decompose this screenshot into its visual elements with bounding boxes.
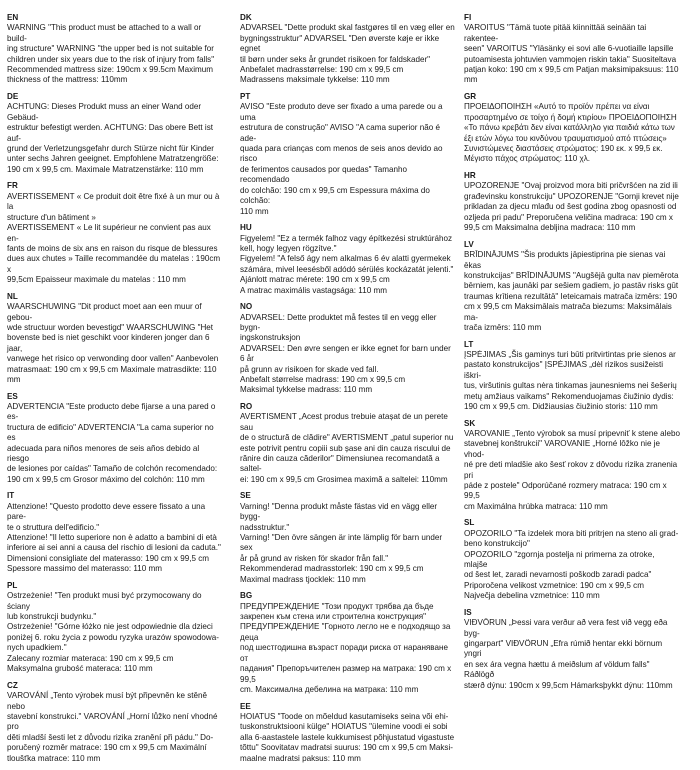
warning-text: ADVERTENCIA "Este producto debe fijarse a una pared o es- tructura de edificio" ADVERTENCIA "La cama superior no es adecuada para niños menores de seis años debido al riesgo de lesiones por caídas" Tamaño de colchón recomendado: 190 cm x 99,5 cm Grosor máximo del colchón: 110 mm xyxy=(7,401,218,484)
language-code: HU xyxy=(240,223,252,233)
language-code: HR xyxy=(464,171,476,181)
language-code: LV xyxy=(464,239,474,249)
language-block-sk xyxy=(464,419,680,513)
language-code: DK xyxy=(240,13,252,22)
language-block-no xyxy=(240,302,456,396)
column-left xyxy=(7,13,223,770)
warning-text: ΠΡΟΕΙΔΟΠΟΙΗΣΗ «Αυτό το προϊόν πρέπει να είναι προσαρτημένο σε τοίχο ή δομή κτιρίου» ΠΡΟΕΙΔΟΠΟΙΗΣΗ «Το πάνω κρεβάτι δεν είναι κατάλληλο για παιδιά κάτω των έξι ετών λόγω του κινδύνου τραυματισμού από πτώσεις» Συνιστώμενες διαστάσεις στρώματος: 190 εκ. x 99,5 εκ. Μέγιστο πάχος στρώματος: 110 χλ. xyxy=(464,102,677,164)
language-block-en xyxy=(7,13,223,86)
warning-text: VAROVANIE „Tento výrobok sa musí pripevniť k stene alebo stavebnej konštrukcii" VAROVANIE „Horné lôžko nie je vhod- né pre deti mladšie ako šesť rokov z dôvodu rizika zranenia pri páde z postele" Odporúčané rozmery matraca: 190 cm x 99,5 cm Maximálna hrúbka matraca: 110 mm xyxy=(464,428,680,511)
warning-text: UPOZORENJE "Ovaj proizvod mora biti pričvršćen na zid ili građevinsku konstrukciju" UPOZORENJE "Gornji krevet nije prikladan za djecu mlađu od šest godina zbog opasnosti od ozljeda pri padu" Preporučena veličina madraca: 190 cm x 99,5 cm Maksimalna debljina madraca: 110 mm xyxy=(464,181,679,233)
language-code: DE xyxy=(7,92,19,102)
warning-text: OPOZORILO "Ta izdelek mora biti pritrjen na steno ali grad- beno konstrukcijo" OPOZORILO "zgornja postelja ni primerna za otroke, mlajše od šest let, zaradi nevarnosti poškodb zaradi padca" Priporočena velikost vzmetnice: 190 cm x 99,5 cm Največja debelina vzmetnice: 110 mm xyxy=(464,528,679,601)
warning-text: ПРЕДУПРЕЖДЕНИЕ "Този продукт трябва да бъде закрепен към стена или строителна конструкция" ПРЕДУПРЕЖДЕНИЕ "Горното легло не е подходящо за деца под шестгодишна възраст поради риска от нараняване от падания" Препоръчителен размер на матрака: 190 cm x 99,5 cm. Максимална дебелина на матрака: 110 mm xyxy=(240,601,452,694)
language-block-pl xyxy=(7,581,223,675)
language-block-lv xyxy=(464,240,680,334)
warning-text: Figyelem! "Ez a termék falhoz vagy építkezési struktúrához kell, hogy legyen rögzítve." Figyelem! "A felső ágy nem alkalmas 6 év alatti gyermekek számára, mivel leesésből adódó sérülés kockázatát jelenti." Ajánlott matrac mérete: 190 cm x 99,5 cm A matrac maximális vastagsága: 110 mm xyxy=(240,233,454,295)
language-code: CZ xyxy=(7,680,18,690)
language-code: IT xyxy=(7,491,15,501)
language-block-is xyxy=(464,608,680,691)
language-block-ro xyxy=(240,402,456,485)
language-block-cz xyxy=(7,681,223,764)
language-block-nl xyxy=(7,292,223,386)
warning-text: Attenzione! "Questo prodotto deve essere fissato a una pare- te o struttura dell'edificio." Attenzione! "Il letto superiore non è adatto a bambini di età inferiore ai sei anni a causa del rischio di lesioni da caduta." Dimensioni consigliate del materasso: 190 cm x 99,5 cm Spessore massimo del materasso: 110 mm xyxy=(7,501,221,574)
warning-text: AVISO "Este produto deve ser fixado a uma parede ou a uma estrutura de construção" AVISO "A cama superior não é ade- quada para crianças com menos de seis anos devido ao risco de ferimentos causados por quedas" Tamanho recomendado do colchão: 190 cm x 99,5 cm Espessura máxima do colchão: 110 mm xyxy=(240,102,443,216)
warning-text: VIÐVÖRUN „Þessi vara verður að vera fest við vegg eða byg- gingarpart" VIÐVÖRUN „Efra rúmið hentar ekki börnum yngri en sex ára vegna hættu á meiðslum af völdum falls" Ráðlögð stærð dýnu: 190cm x 99,5cm Hámarksþykkt dýnu: 110mm xyxy=(464,618,673,690)
language-code: EE xyxy=(240,701,251,711)
language-code: PT xyxy=(240,92,251,102)
language-block-de xyxy=(7,92,223,175)
language-block-ee xyxy=(240,702,456,764)
language-code: BG xyxy=(240,591,253,601)
column-middle xyxy=(240,13,456,770)
warning-text: AVERTISMENT „Acest produs trebuie atașat de un perete sau de o structură de clădire" AVERTISMENT „patul superior nu este potrivit pentru copiii sub șase ani din cauza riscului de rănire din cauza căderilor" Dimensiunea recomandată a saltel- ei: 190 cm x 99,5 cm Grosimea maximă a saltelei: 110mm xyxy=(240,412,454,484)
language-code: LT xyxy=(464,339,474,349)
warning-text: ADVARSEL: Dette produktet må festes til en vegg eller bygn- ingskonstruksjon ADVARSEL: Den øvre sengen er ikke egnet for barn under 6 år på grunn av risikoen for skade ved fall. Anbefalt størrelse madrass: 190 cm x 99,5 cm Maksimal tykkelse madrass: 110 mm xyxy=(240,312,451,395)
language-code: IS xyxy=(464,607,472,617)
language-block-es xyxy=(7,392,223,486)
warning-text: Ostrzeżenie! "Ten produkt musi być przymocowany do ściany lub konstrukcji budynku." Ostrzeżenie! "Górne łóżko nie jest odpowiednie dla dzieci poniżej 6. roku życia z powodu ryzyka urazów spowodowa- nych upadkiem." Zalecany rozmiar materaca: 190 cm x 99,5 cm Maksymalna grubość materaca: 110 mm xyxy=(7,591,219,674)
language-code: RO xyxy=(240,401,253,411)
language-block-gr xyxy=(464,92,680,165)
column-right xyxy=(464,13,680,697)
warning-text: VAROITUS "Tämä tuote pitää kiinnittää seinään tai rakentee- seen" VAROITUS "Yläsänky ei sovi alle 6-vuotiaille lapsille putoamisesta johtuvien vammojen riskin takia" Suositeltava patjan koko: 190 cm x 99,5 cm Patjan maksimipaksuus: 110 mm xyxy=(464,23,679,85)
language-code: EN xyxy=(7,13,19,22)
warning-text: WAARSCHUWING "Dit product moet aan een muur of gebou- wde structuur worden bevestigd" WAARSCHUWING "Het bovenste bed is niet geschikt voor kinderen jonger dan 6 jaar, vanwege het risico op verwonding door vallen" Aanbevolen matrasmaat: 190 cm x 99,5 cm Maximale matrasdikte: 110 mm xyxy=(7,302,219,384)
language-code: FR xyxy=(7,181,18,191)
warning-text: ĮSPĖJIMAS „Šis gaminys turi būti pritvirtintas prie sienos ar pastato konstrukcijos" ĮSPĖJIMAS „dėl rizikos susižeisti iškri- tus, viršutinis gultas nėra tinkamas jaunesniems nei šešerių metų amžiaus vaikams" Rekomenduojamas čiužinio dydis: 190 cm x 99,5 cm. Didžiausias čiužinio storis: 110 mm xyxy=(464,349,677,411)
language-block-se xyxy=(240,491,456,585)
warning-text: HOIATUS "Toode on mõeldud kasutamiseks seina või ehi- tuskonstruktsiooni külge" HOIATUS "ülemine voodi ei sobi alla 6-aastastele lastele kukkumisest põhjustatud vigastuste tõttu" Soovitatav madratsi suurus: 190 cm x 99,5 cm Maksi- maalne madratsi paksus: 110 mm xyxy=(240,711,455,763)
language-code: GR xyxy=(464,92,477,102)
language-code: FI xyxy=(464,13,472,22)
warning-text: ADVARSEL "Dette produkt skal fastgøres til en væg eller en bygningsstruktur" ADVARSEL "Den øverste køje er ikke egnet til børn under seks år grundet risikoen for faldskader" Anbefalet madrasstørrelse: 190 cm x 99,5 cm Madrassens maksimale tykkelse: 110 mm xyxy=(240,23,455,85)
warning-text: WARNING "This product must be attached to a wall or build- ing structure" WARNING "the upper bed is not suitable for children under six years due to the risk of injury from falls" Recommended mattress size: 190cm x 99.5cm Maximum thickness of the mattress: 110mm xyxy=(7,23,215,85)
language-block-pt xyxy=(240,92,456,217)
warning-text: Varning! "Denna produkt måste fästas vid en vägg eller bygg- nadsstruktur." Varning! "Den övre sängen är inte lämplig för barn under sex år på grund av risken för skador från fall." Rekommenderad madrasstorlek: 190 cm x 99,5 cm Maximal madrass tjocklek: 110 mm xyxy=(240,501,443,584)
language-block-bg xyxy=(240,591,456,695)
warning-text: VAROVÁNÍ „Tento výrobek musí být připevněn ke stěně nebo stavební konstrukci." VAROVÁNÍ „Horní lůžko není vhodné pro děti mladší šesti let z důvodu rizika zranění při pádu." Do- poručený rozměr matrace: 190 cm x 99,5 cm Maximální tloušťka matrace: 110 mm xyxy=(7,691,218,763)
language-code: PL xyxy=(7,580,18,590)
language-code: SK xyxy=(464,418,476,428)
language-block-hr xyxy=(464,171,680,233)
language-block-fi xyxy=(464,13,680,86)
language-code: NO xyxy=(240,302,253,312)
language-block-sl xyxy=(464,518,680,601)
language-code: SE xyxy=(240,491,251,501)
language-code: ES xyxy=(7,391,18,401)
language-block-dk xyxy=(240,13,456,86)
language-code: SL xyxy=(464,518,475,528)
warning-text: BRĪDINĀJUMS "Šis produkts jāpiestiprina pie sienas vai ēkas konstrukcijas" BRĪDINĀJUMS "Augšējā gulta nav piemērota bērniem, kas jaunāki par sešiem gadiem, jo pastāv risks gūt traumas krītiena rezultātā" Ieteicamais matrača izmērs: 190 cm x 99,5 cm Maksimālais matrača biezums: Maksimālais ma- trača izmērs: 110 mm xyxy=(464,250,679,332)
language-block-lt xyxy=(464,340,680,413)
language-code: NL xyxy=(7,291,18,301)
warning-text: ACHTUNG: Dieses Produkt muss an einer Wand oder Gebäud- estruktur befestigt werden. ACHTUNG: Das obere Bett ist auf- grund der Verletzungsgefahr durch Stürze nicht für Kinder unter sechs Jahren geeignet. Empfohlene Matratzengröße: 190 cm x 99,5 cm. Maximale Matratzenstärke: 110 mm xyxy=(7,102,219,174)
language-block-fr xyxy=(7,181,223,285)
language-block-it xyxy=(7,491,223,574)
warning-text: AVERTISSEMENT « Ce produit doit être fixé à un mur ou à la structure d'un bâtiment » AVERTISSEMENT « Le lit supérieur ne convient pas aux en- fants de moins de six ans en raison du risque de blessures dues aux chutes » Taille recommandée du matelas : 190cm x 99,5cm Epaisseur maximale du matelas : 110 mm xyxy=(7,191,221,285)
language-block-hu xyxy=(240,223,456,296)
